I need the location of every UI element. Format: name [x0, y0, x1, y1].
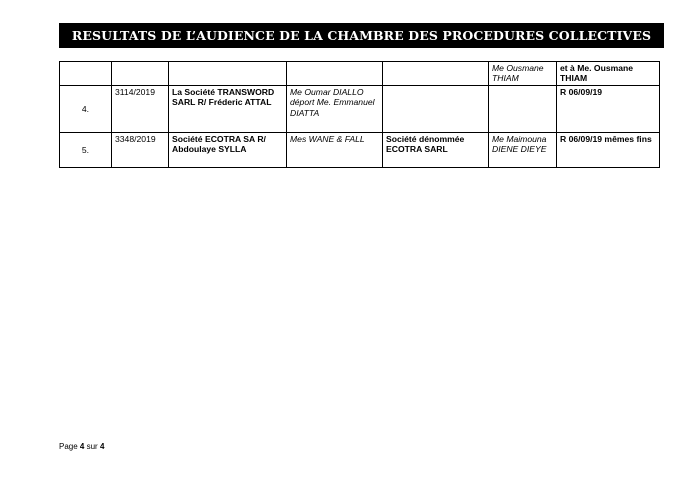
- case-result: R 06/09/19: [557, 85, 660, 132]
- case-lawyers: Mes WANE & FALL: [287, 132, 383, 167]
- case-parties: [169, 62, 287, 86]
- case-other-party: Société dénommée ECOTRA SARL: [383, 132, 489, 167]
- case-other-lawyers: Me Ousmane THIAM: [489, 62, 557, 86]
- case-other-lawyers: [489, 85, 557, 132]
- table-row: [60, 85, 660, 132]
- page-title-banner: [59, 23, 664, 48]
- case-reference: [112, 62, 169, 86]
- case-other-party: [383, 85, 489, 132]
- case-parties: Société ECOTRA SA R/ Abdoulaye SYLLA: [169, 132, 287, 167]
- case-lawyers: [287, 62, 383, 86]
- case-reference: 3114/2019: [112, 85, 169, 132]
- table-row: [60, 62, 660, 86]
- case-other-lawyers: Me Maimouna DIENE DIEYE: [489, 132, 557, 167]
- case-other-party: [383, 62, 489, 86]
- page-footer: [59, 442, 104, 451]
- case-result: et à Me. Ousmane THIAM: [557, 62, 660, 86]
- total-pages: 4: [99, 442, 105, 451]
- case-number: 5.: [60, 132, 112, 167]
- case-number: 4.: [60, 85, 112, 132]
- case-number: [60, 62, 112, 86]
- of-label: sur: [86, 442, 98, 451]
- case-reference: 3348/2019: [112, 132, 169, 167]
- page-title: RESULTATS DE L’AUDIENCE DE LA CHAMBRE DES PROCEDURES COLLECTIVES: [71, 28, 652, 43]
- page-label: Page: [59, 442, 78, 451]
- results-table: [59, 61, 660, 168]
- case-parties: La Société TRANSWORD SARL R/ Fréderic ATTAL: [169, 85, 287, 132]
- table-row: [60, 132, 660, 167]
- case-lawyers: Me Oumar DIALLO déport Me. Emmanuel DIATTA: [287, 85, 383, 132]
- case-result: R 06/09/19 mêmes fins: [557, 132, 660, 167]
- current-page: 4: [79, 442, 85, 451]
